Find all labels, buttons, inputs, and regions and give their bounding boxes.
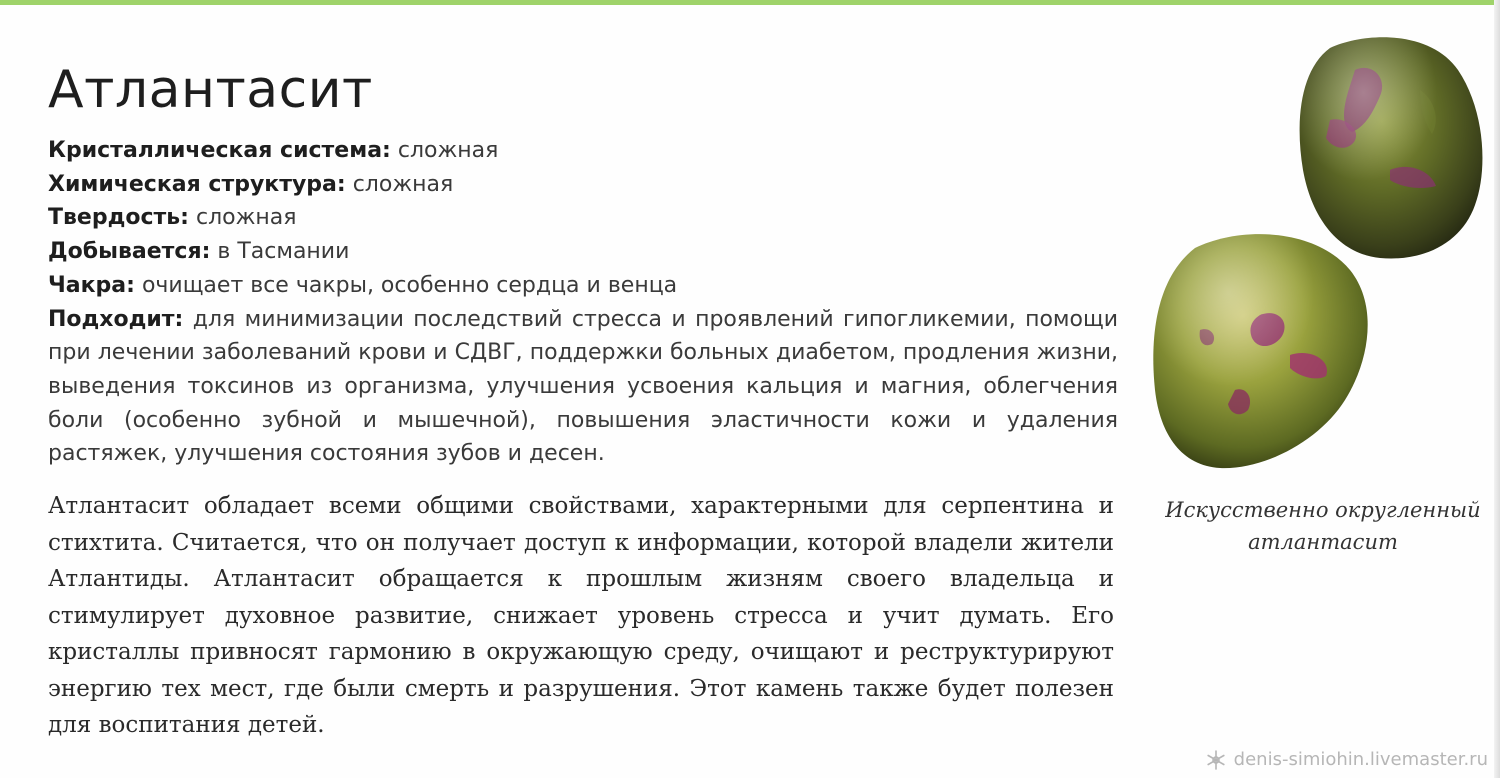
property-label: Подходит:	[48, 306, 184, 332]
upper-stone	[1300, 37, 1483, 258]
property-label: Кристаллическая система:	[48, 138, 391, 163]
page-edge-shadow	[1494, 0, 1500, 778]
snowflake-icon	[1206, 750, 1226, 770]
property-label: Чакра:	[48, 272, 135, 298]
property-chakra	[48, 269, 1118, 303]
stone-photo	[1140, 30, 1490, 480]
page-title: Атлантасит	[48, 60, 373, 120]
property-mined	[48, 235, 1118, 269]
property-crystal-system	[48, 134, 1118, 168]
top-accent-stripe	[0, 0, 1500, 5]
property-suitable	[48, 303, 1118, 472]
property-chemical-structure	[48, 168, 1118, 202]
watermark	[1206, 749, 1488, 770]
caption-line: атлантасит	[1248, 530, 1398, 554]
watermark-text: denis-simiohin.livemaster.ru	[1233, 749, 1488, 770]
properties-list	[48, 134, 1118, 471]
lower-stone	[1153, 234, 1367, 468]
caption-line: Искусственно округленный	[1165, 498, 1481, 522]
description-paragraph: Атлантасит обладает всеми общими свойствами, характерными для серпентина и стихтита. Считается, что он получает доступ к информации, которой владели жители Атлантиды. Атлантасит обращается к прошлым жизням своего владельца и стимулирует духовное развитие, снижает уровень стресса и учит думать. Его кристаллы привносят гармонию в окружающую среду, очищают и реструктурируют энергию тех мест, где были смерть и разрушения. Этот камень также будет полезен для воспитания детей.	[48, 493, 1114, 738]
property-label: Химическая структура:	[48, 171, 346, 197]
property-label: Добывается:	[48, 239, 211, 265]
property-value: в Тасмании	[210, 239, 350, 265]
property-value: очищает все чакры, особенно сердца и венца	[134, 272, 678, 298]
property-hardness	[48, 201, 1118, 235]
property-value: сложная	[345, 171, 454, 197]
property-value: сложная	[390, 138, 499, 163]
property-value: для минимизации последствий стресса и проявлений гипогликемии, помощи при лечении заболеваний крови и СДВГ, поддержки больных диабетом, продления жизни, выведения токсинов из организма, улучшения усвоения кальция и магния, облегчения боли (особенно зубной и мышечной), повышения эластичности кожи и удаления растяжек, улучшения состояния зубов и десен.	[48, 306, 1118, 467]
property-value: сложная	[188, 205, 297, 231]
image-caption	[1140, 494, 1500, 558]
property-label: Твердость:	[48, 205, 189, 231]
